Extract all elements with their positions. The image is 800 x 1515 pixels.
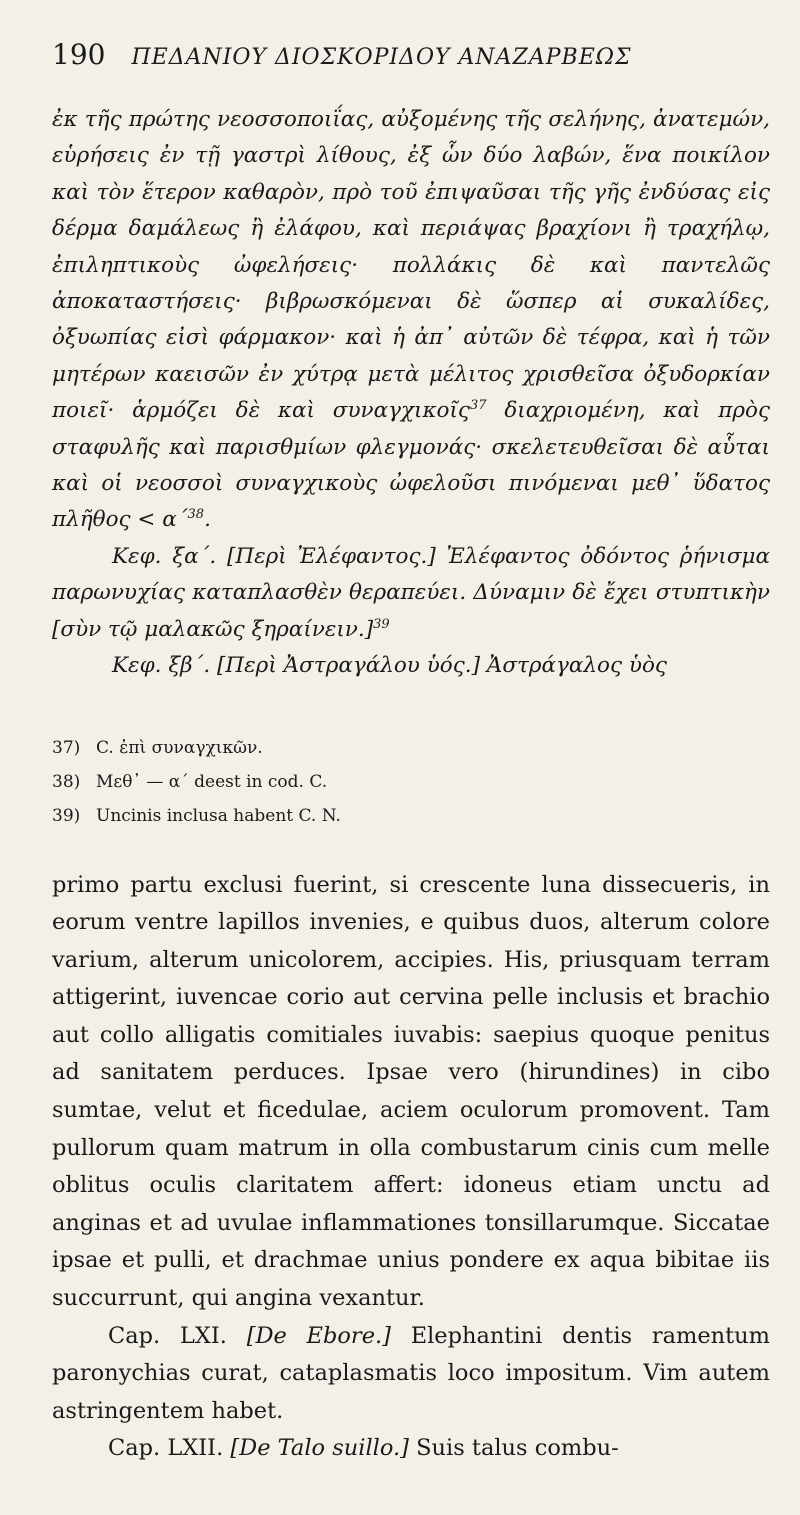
greek-chapter-62: Κεφ. ξβ´. [Περὶ Ἀστραγάλου ὑός.] Ἀστράγαλος ὑὸς — [112, 653, 667, 679]
latin-chapter-62 — [52, 1430, 770, 1468]
chapter-title: [De Talo suillo.] — [230, 1435, 409, 1462]
footnote-number: 37) — [52, 737, 81, 758]
footnote-39 — [52, 799, 770, 833]
footnote-text: Uncinis inclusa habent C. N. — [96, 805, 341, 826]
chapter-label: Cap. LXI. — [108, 1322, 227, 1349]
footnote-37 — [52, 731, 770, 765]
greek-paragraph-text-cont: διαχριομένη, καὶ πρὸς σταφυλῆς καὶ παρισθμίων φλεγμονάς· σκελετευθεῖσαι δὲ αὗται καὶ οἱ νεοσσοὶ συναγχικοὺς ὠφελοῦσι πινόμεναι μεθ᾽ ὕδατος πλῆθος < α´ — [52, 398, 770, 533]
greek-chapter-61 — [52, 539, 770, 648]
footnote-38 — [52, 765, 770, 799]
latin-text-block — [52, 867, 770, 1469]
chapter-text: Elephantini dentis ramentum paronychias curat, cataplasmatis loco impositum. Vim autem astringentem habet. — [52, 1322, 771, 1424]
footnote-ref-37: 37 — [469, 398, 487, 414]
footnote-text: C. ἐπὶ συναγχικῶν. — [96, 737, 263, 758]
greek-paragraph — [52, 102, 770, 539]
latin-paragraph: primo partu exclusi fuerint, si crescente luna dissecueris, in eorum ventre lapillos invenies, e quibus duos, alterum colore varium, alterum unicolorem, accipies. His, priusquam terram attigerint, iuvencae corio aut cervina pelle inclusis et brachio aut collo alligatis comitiales iuvabis: saepius quoque penitus ad sanitatem perduces. Ipsae vero (hirundines) in cibo sumtae, velut et ficedulae, aciem oculorum promovent. Tam pullorum quam matrum in olla combustarum cinis cum melle oblitus oculis claritatem affert: idoneus etiam unctu ad anginas et ad uvulae inflammationes tonsillarumque. Siccatae ipsae et pulli, et drachmae unius pondere ex aqua bibitae iis succurrunt, qui angina vexantur. — [52, 871, 770, 1312]
footnotes — [52, 731, 770, 833]
greek-paragraph-text: ἐκ τῆς πρώτης νεοσσοποιΐας, αὐξομένης τῆς σελήνης, ἀνατεμών, εὑρήσεις ἐν τῇ γαστρὶ λίθους, ἐξ ὧν δύο λαβών, ἕνα ποικίλον καὶ τὸν ἕτερον καθαρὸν, πρὸ τοῦ ἐπιψαῦσαι τῆς γῆς ἐνδύσας εἰς δέρμα δαμάλεως ἢ ἐλάφου, καὶ περιάψας βραχίονι ἢ τραχήλῳ, ἐπιληπτικοὺς ὠφελήσεις· πολλάκις δὲ καὶ παντελῶς ἀποκαταστήσεις· βιβρωσκόμεναι δὲ ὥσπερ αἱ συκαλίδες, ὀξυωπίας εἰσὶ φάρμακον· καὶ ἡ ἀπ᾽ αὐτῶν δὲ τέφρα, καὶ ἡ τῶν μητέρων καεισῶν ἐν χύτρᾳ μετὰ μέλιτος χρισθεῖσα ὀξυδορκίαν ποιεῖ· ἁρμόζει δὲ καὶ συναγχικοῖς — [52, 107, 770, 424]
footnote-number: 39) — [52, 805, 81, 826]
page-header — [52, 38, 770, 94]
footnote-number: 38) — [52, 771, 81, 792]
footnote-ref-38: 38 — [187, 507, 205, 523]
chapter-title: [De Ebore.] — [246, 1322, 391, 1349]
latin-chapter-61 — [52, 1318, 770, 1431]
footnote-ref-39: 39 — [373, 616, 390, 632]
greek-text-block — [52, 102, 770, 685]
chapter-text: Suis talus combu- — [416, 1435, 619, 1462]
greek-paragraph-end: . — [204, 507, 211, 533]
footnote-text: Μεθ᾽ — α´ deest in cod. C. — [96, 771, 328, 792]
chapter-label: Cap. LXII. — [108, 1435, 224, 1462]
page-number: 190 — [52, 38, 106, 71]
greek-chapter-61-text: Κεφ. ξα´. [Περὶ Ἐλέφαντος.] Ἐλέφαντος ὀδόντος ῥήνισμα παρωνυχίας καταπλασθὲν θεραπεύει. Δύναμιν δὲ ἔχει στυπτικὴν [σὺν τῷ μαλακῶς ξηραίνειν.] — [52, 543, 770, 642]
running-title: ΠΕΔΑΝΙΟΥ ΔΙΟΣΚΟΡΙΔΟΥ ΑΝΑΖΑΡΒΕΩΣ — [131, 45, 632, 70]
